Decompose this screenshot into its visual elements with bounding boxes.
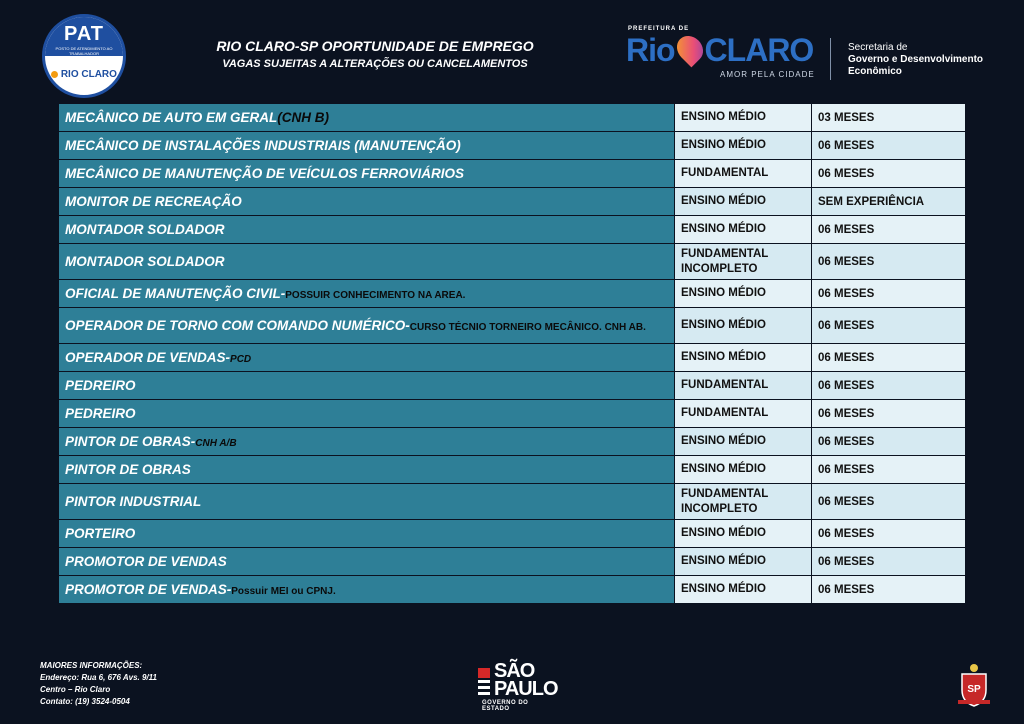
job-title: MONITOR DE RECREAÇÃO	[65, 194, 242, 209]
education-text: INCOMPLETO	[681, 502, 758, 515]
experience-cell: 06 MESES	[812, 548, 966, 576]
education-text: FUNDAMENTAL	[681, 167, 769, 179]
job-title-cell	[59, 132, 675, 160]
table-row	[59, 548, 966, 576]
education-text: FUNDAMENTAL	[681, 379, 769, 391]
experience-cell: 06 MESES	[812, 428, 966, 456]
experience-cell: 06 MESES	[812, 456, 966, 484]
education-cell	[675, 456, 812, 484]
table-row	[59, 520, 966, 548]
job-title-cell	[59, 188, 675, 216]
job-title: PEDREIRO	[65, 406, 136, 421]
education-text: FUNDAMENTAL	[681, 247, 769, 260]
table-row	[59, 244, 966, 280]
job-title: PEDREIRO	[65, 378, 136, 393]
experience-cell: 06 MESES	[812, 160, 966, 188]
prefeitura-name: Rio CLARO	[626, 32, 814, 68]
education-cell	[675, 160, 812, 188]
education-cell	[675, 104, 812, 132]
job-title-cell	[59, 400, 675, 428]
job-title-cell	[59, 484, 675, 520]
page-title: RIO CLARO-SP OPORTUNIDADE DE EMPREGO	[216, 38, 534, 54]
contact-info	[40, 660, 157, 708]
job-title: PINTOR DE OBRAS	[65, 462, 191, 477]
table-row	[59, 484, 966, 520]
job-title: MONTADOR SOLDADOR	[65, 254, 225, 269]
job-title-cell	[59, 160, 675, 188]
job-title-cell	[59, 372, 675, 400]
pat-logo-city: RIO CLARO	[45, 69, 123, 80]
education-cell	[675, 484, 812, 520]
job-title: PINTOR INDUSTRIAL	[65, 494, 202, 509]
education-text: ENSINO MÉDIO	[681, 319, 766, 331]
education-cell	[675, 344, 812, 372]
table-row	[59, 280, 966, 308]
job-title: MONTADOR SOLDADOR	[65, 222, 225, 237]
pat-logo	[42, 14, 126, 98]
job-note: POSSUIR CONHECIMENTO NA AREA.	[285, 290, 466, 301]
education-text: ENSINO MÉDIO	[681, 435, 766, 447]
experience-cell: 06 MESES	[812, 132, 966, 160]
sp-flag-icon	[478, 668, 490, 696]
prefeitura-slogan: AMOR PELA CIDADE	[720, 70, 815, 79]
pat-logo-title: PAT	[63, 23, 105, 45]
job-title: MECÂNICO DE INSTALAÇÕES INDUSTRIAIS (MANUTENÇÃO)	[65, 138, 461, 153]
sao-paulo-logo: SÃO PAULO GOVERNO DO ESTADO	[478, 662, 558, 712]
job-title: MECÂNICO DE AUTO EM GERAL	[65, 110, 278, 125]
table-row	[59, 216, 966, 244]
job-title-cell	[59, 428, 675, 456]
jobs-table	[58, 103, 966, 604]
prefeitura-logo	[626, 26, 826, 82]
education-cell	[675, 548, 812, 576]
job-title: PROMOTOR DE VENDAS	[65, 554, 227, 569]
prefeitura-small-label: PREFEITURA DE	[628, 26, 690, 32]
table-row	[59, 104, 966, 132]
table-row	[59, 344, 966, 372]
job-title-cell	[59, 216, 675, 244]
table-row	[59, 428, 966, 456]
education-text: ENSINO MÉDIO	[681, 139, 766, 151]
job-note: CURSO TÉCNIO TORNEIRO MECÂNICO. CNH AB.	[409, 322, 646, 333]
education-cell	[675, 576, 812, 604]
contact-phone: Contato: (19) 3524-0504	[40, 697, 130, 706]
education-cell	[675, 216, 812, 244]
table-row	[59, 160, 966, 188]
experience-cell: 06 MESES	[812, 520, 966, 548]
education-cell	[675, 244, 812, 280]
experience-cell: SEM EXPERIÊNCIA	[812, 188, 966, 216]
education-cell	[675, 188, 812, 216]
logo-divider	[830, 38, 831, 80]
education-text: ENSINO MÉDIO	[681, 287, 766, 299]
table-row	[59, 188, 966, 216]
experience-cell: 06 MESES	[812, 308, 966, 344]
experience-cell: 06 MESES	[812, 216, 966, 244]
education-text: FUNDAMENTAL	[681, 407, 769, 419]
experience-cell: 06 MESES	[812, 576, 966, 604]
job-title-cell	[59, 344, 675, 372]
coat-of-arms-icon	[954, 662, 994, 708]
secretaria-label: Secretaria de Governo e Desenvolvimento Econômico	[848, 42, 984, 77]
job-title-cell	[59, 308, 675, 344]
job-title: MECÂNICO DE MANUTENÇÃO DE VEÍCULOS FERROVIÁRIOS	[65, 166, 465, 181]
education-cell	[675, 132, 812, 160]
job-title: OPERADOR DE TORNO COM COMANDO NUMÉRICO-	[65, 318, 410, 333]
job-title-cell	[59, 520, 675, 548]
education-cell	[675, 308, 812, 344]
education-text: ENSINO MÉDIO	[681, 351, 766, 363]
coat-of-arms-text: SP	[967, 684, 981, 695]
contact-address: Endereço: Rua 6, 676 Avs. 9/11	[40, 673, 157, 682]
job-title-cell	[59, 280, 675, 308]
education-cell	[675, 428, 812, 456]
job-title: OPERADOR DE VENDAS-	[65, 350, 231, 365]
job-note: CNH A/B	[195, 438, 237, 449]
education-text: FUNDAMENTAL	[681, 487, 769, 500]
education-text: ENSINO MÉDIO	[681, 527, 766, 539]
table-row	[59, 372, 966, 400]
experience-cell: 06 MESES	[812, 400, 966, 428]
table-row	[59, 400, 966, 428]
education-cell	[675, 400, 812, 428]
jobs-table-body	[59, 104, 966, 604]
table-row	[59, 132, 966, 160]
education-text: ENSINO MÉDIO	[681, 223, 766, 235]
job-title: OFICIAL DE MANUTENÇÃO CIVIL-	[65, 286, 286, 301]
job-title: PROMOTOR DE VENDAS-	[65, 582, 232, 597]
education-cell	[675, 372, 812, 400]
job-note: PCD	[230, 354, 252, 365]
job-title-cell	[59, 576, 675, 604]
job-note: (CNH B)	[277, 110, 330, 125]
job-title: PINTOR DE OBRAS-	[65, 434, 196, 449]
job-title-cell	[59, 244, 675, 280]
job-note: Possuir MEI ou CPNJ.	[231, 586, 336, 597]
experience-cell: 06 MESES	[812, 344, 966, 372]
experience-cell: 06 MESES	[812, 244, 966, 280]
contact-district: Centro – Rio Claro	[40, 685, 111, 694]
experience-cell: 06 MESES	[812, 372, 966, 400]
contact-heading: MAIORES INFORMAÇÕES:	[40, 661, 143, 670]
education-text: ENSINO MÉDIO	[681, 555, 766, 567]
table-row	[59, 456, 966, 484]
map-pin-icon	[671, 31, 708, 68]
experience-cell: 03 MESES	[812, 104, 966, 132]
experience-cell: 06 MESES	[812, 484, 966, 520]
table-row	[59, 308, 966, 344]
education-cell	[675, 280, 812, 308]
job-title-cell	[59, 456, 675, 484]
education-text: ENSINO MÉDIO	[681, 463, 766, 475]
education-text: ENSINO MÉDIO	[681, 195, 766, 207]
education-text: ENSINO MÉDIO	[681, 583, 766, 595]
page-subtitle: VAGAS SUJEITAS A ALTERAÇÕES OU CANCELAMENTOS	[222, 58, 528, 70]
education-text: ENSINO MÉDIO	[681, 111, 766, 123]
pin-icon	[51, 71, 58, 78]
experience-cell: 06 MESES	[812, 280, 966, 308]
job-title-cell	[59, 548, 675, 576]
job-title-cell	[59, 104, 675, 132]
pat-logo-subtitle: POSTO DE ATENDIMENTO AO TRABALHADOR	[55, 46, 113, 56]
education-text: INCOMPLETO	[681, 262, 758, 275]
education-cell	[675, 520, 812, 548]
table-row	[59, 576, 966, 604]
job-title: PORTEIRO	[65, 526, 136, 541]
